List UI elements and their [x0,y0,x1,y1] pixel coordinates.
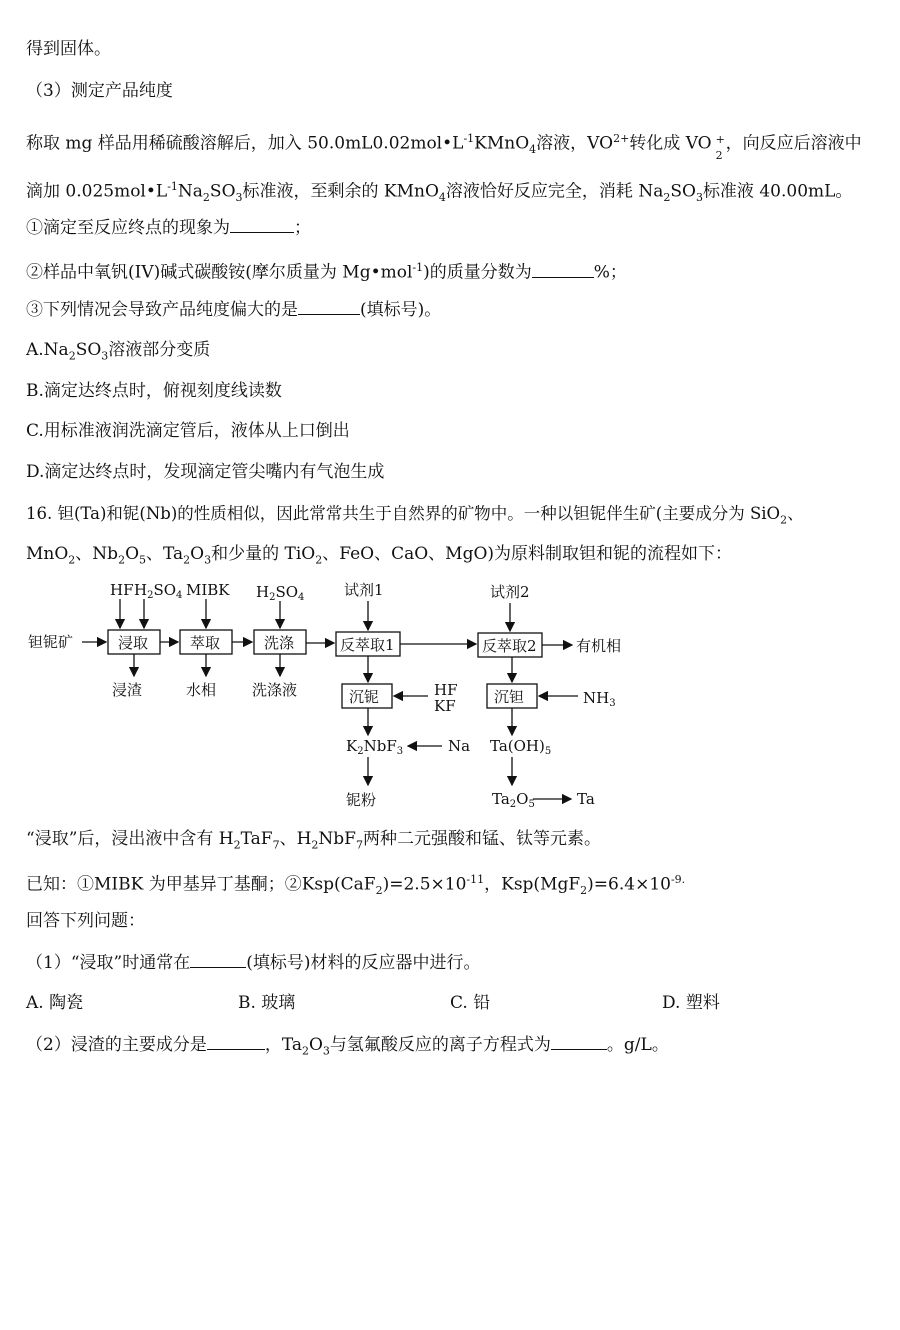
label-ppt-nb: 沉铌 [349,688,380,706]
label-reagent-1: 试剂1 [344,581,384,599]
answer-blank[interactable] [207,1033,265,1050]
answer-blank[interactable] [532,261,594,278]
text-line: 得到固体。 [26,39,111,59]
text-line: MnO$_2$、$Nb_2O_5$、$Ta_2O_3$和少量的 TiO$_2$、FeO、CaO、MgO)为原料制取钽和铌的流程如下： [26,544,733,567]
choice-b: B. 玻璃 [238,993,296,1013]
label-ta2o5: $Ta_2O_5$ [492,790,535,810]
label-leach: 浸取 [118,634,149,652]
label-na: Na [448,737,471,755]
label-back-extract-1: 反萃取1 [340,636,395,654]
text-line: “浸取”后，浸出液中含有 $H_2TaF_7$、$H_2NbF_7$两种二元强酸和锰、钛等元素。 [26,829,601,852]
option-b: B.滴定达终点时，俯视刻度线读数 [26,381,282,401]
label-wash-liquid: 洗涤液 [252,681,298,699]
label-wash: 洗涤 [264,634,295,652]
label-kf: KF [434,697,456,715]
sub-question-2: （2）浸渣的主要成分是 ，$Ta_2O_3$与氢氟酸反应的离子方程式为 。g/L。 [26,1035,669,1058]
text-line: 滴加 $0.025mol•L^{-1}Na_2SO_3$标准液，至剩余的 KMnO$_4$溶液恰好反应完全，消耗 $Na_2SO_3$标准液 40.00mL。 [26,180,853,205]
label-h2so4-wash: $H_2SO_4$ [256,583,305,603]
label-ta-oh-5: $Ta(OH)_5$ [490,737,552,757]
answer-blank[interactable] [298,298,360,315]
label-k2nbf3: $K_2NbF_3$ [346,737,404,757]
label-ta: Ta [577,790,595,808]
question-16: 16. 钽(Ta)和铌(Nb)的性质相似，因此常常共生于自然界的矿物中。一种以钽铌伴生矿(主要成分为 SiO$_2$、 [26,504,804,527]
option-a: $A.Na_2SO_3$溶液部分变质 [26,340,211,363]
label-aqueous: 水相 [186,681,217,699]
label-residue: 浸渣 [112,681,143,699]
question-item: ①滴定至反应终点的现象为 ； [26,218,311,238]
answer-blank[interactable] [551,1033,607,1050]
label-back-extract-2: 反萃取2 [482,637,537,655]
choice-a: A. 陶瓷 [26,993,84,1013]
label-h2so4: $H_2SO_4$ [134,581,183,601]
section-heading: （3）测定产品纯度 [26,81,173,101]
text-line: 称取 mg 样品用稀硫酸溶解后，加入 $50.0mL0.02mol•L^{-1}KMnO_4$溶液，$VO^{2+}$转化成 VO + 2 ，向反应后溶液中 [26,132,862,163]
answer-blank[interactable] [190,951,246,968]
label-nh3: $NH_3$ [583,689,616,709]
question-item: ②样品中氧钒(IV)碱式碳酸铵(摩尔质量为 Mg•mol$^{-1}$)的质量分数为 %； [26,261,627,283]
choice-d: D. 塑料 [662,993,720,1013]
choice-c: C. 铅 [450,993,491,1013]
label-ore: 钽铌矿 [28,633,74,651]
label-hf-2: HF [434,681,458,699]
vo2-charge: + 2 [715,133,725,163]
answer-blank[interactable] [230,216,294,233]
option-c: C.用标准液润洗滴定管后，液体从上口倒出 [26,421,350,441]
label-nb-powder: 铌粉 [346,791,377,809]
label-hf: HF [110,581,134,599]
known-info: 已知：①MIBK 为甲基异丁基酮；$②Ksp(CaF_2)=2.5\times 10^{-11}$，$Ksp(MgF_2)=6.4\times 10^{-9.}$ [26,873,686,898]
label-mibk: MIBK [186,581,230,599]
text-line: 回答下列问题： [26,911,145,931]
question-item: ③下列情况会导致产品纯度偏大的是 (填标号)。 [26,300,442,320]
sub-question-1: （1）“浸取”时通常在 (填标号)材料的反应器中进行。 [26,953,481,973]
option-d: D.滴定达终点时，发现滴定管尖嘴内有气泡生成 [26,462,385,482]
label-reagent-2: 试剂2 [490,583,530,601]
label-extract: 萃取 [190,634,221,652]
label-organic-phase: 有机相 [576,637,622,655]
process-flowchart [20,575,660,815]
label-ppt-ta: 沉钽 [494,688,525,706]
